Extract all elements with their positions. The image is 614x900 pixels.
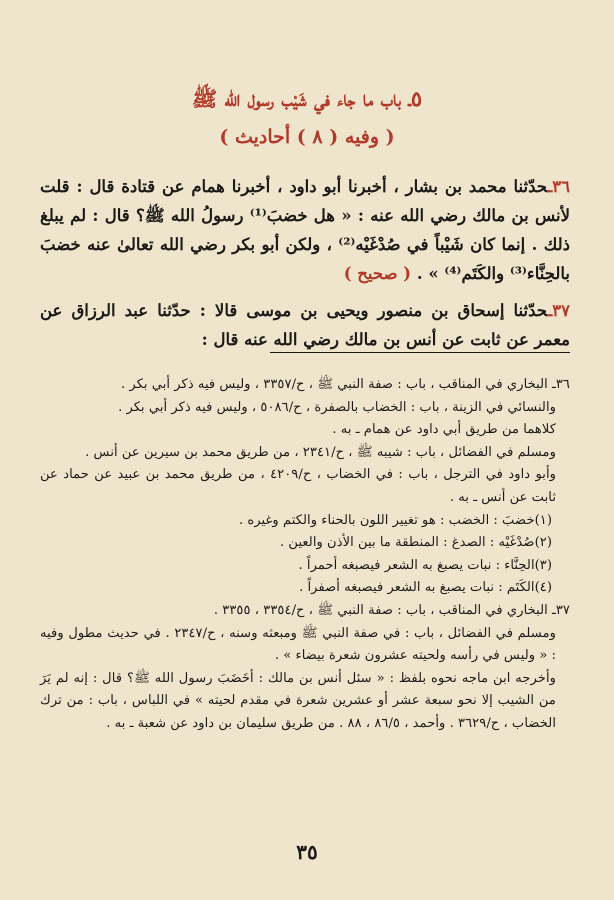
page-number: ٣٥ <box>296 840 318 864</box>
hadith-number: ٣٦ـ <box>547 177 570 196</box>
hadith-body <box>40 172 570 362</box>
hadith-number: ٣٧ـ <box>547 301 570 320</box>
footnote-line: ومسلم في الفضائل ، باب : شيبه ﷺ ، ح/٢٣٤١ ، من طريق محمد بن سيرين عن أنس . <box>85 444 556 460</box>
footnote-divider <box>270 352 570 353</box>
hadith-text: حدّثنا محمد بن بشار ، أخبرنا أبو داود ، أخبرنا همام عن قتادة قال : قلت لأنس بن مالك رضي الله عنه : « هل خضبَ⁽¹⁾ رسولُ الله ﷺ؟ قال : لم يبلغ ذلك . إنما كان شَيْباً في صُدْغَيْه⁽²⁾ ، ولكن أبو بكر رضي الله تعالىٰ عنه خضبَ بالحِنَّاء⁽³⁾ والكَتَم⁽⁴⁾ » . <box>40 177 570 283</box>
hadith-grade: ( صحيح ) <box>343 264 412 283</box>
footnote-line: كلاهما من طريق أبي داود عن همام ـ به . <box>332 422 556 438</box>
footnotes <box>40 374 570 736</box>
glossary-line: (١)خضبَ : الخضب : هو تغيير اللون بالحناء والكتم وغيره . <box>238 512 552 528</box>
glossary-line: (٤)الكَتَم : نبات يصبغ به الشعر فيصبغه أصفراً . <box>299 580 552 596</box>
chapter-title: ٥ـ باب ما جاء في شَيْب رسول الله ﷺ <box>191 86 423 111</box>
footnote-line: ومسلم في الفضائل ، باب : في صفة النبي ﷺ ومبعثه وسنه ، ح/٢٣٤٧ . في حديث مطول وفيه : « وليس في رأسه ولحيته عشرون شعرة بيضاء » . <box>40 625 556 664</box>
glossary-line: (٢)صُدْغَيْه : الصدغ : المنطقة ما بين الأذن والعين . <box>280 535 552 551</box>
glossary-line: (٣)الحِنَّاء : نبات يصبغ به الشعر فيصبغه أحمراً . <box>298 557 552 573</box>
footnote-line: والنسائي في الزينة ، باب : الخضاب بالصفرة ، ح/٥٠٨٦ ، وليس فيه ذكر أبي بكر . <box>118 399 556 415</box>
hadith-36 <box>40 172 570 288</box>
chapter-subtitle: ( وفيه ( ٨ ) أحاديث ) <box>219 126 395 148</box>
footnote-line: ٣٦ـ البخاري في المناقب ، باب : صفة النبي ﷺ ، ح/٣٣٥٧ ، وليس فيه ذكر أبي بكر . <box>120 377 570 392</box>
footnote-line: ٣٧ـ البخاري في المناقب ، باب : صفة النبي ﷺ ، ح/٣٣٥٤ ، ٣٣٥٥ . <box>213 602 570 618</box>
footnote-line: وأبو داود في الترجل ، باب : في الخضاب ، ح/٤٢٠٩ ، من طريق محمد بن عبيد عن حماد عن ثابت عن أنس ـ به . <box>40 467 556 505</box>
footnote-line: وأخرجه ابن ماجه نحوه بلفظ : « سئل أنس بن مالك : أخَضَبَ رسول الله ﷺ؟ قال : إنه لم يَرَ من الشيب إلا نحو سبعة عشر أو عشرين شعرة في مقدم لحيته » في اللباس ، باب : من ترك الخضاب ، ح/٣٦٢٩ . وأحمد ، ٨٦/٥ ، ٨٨ . من طريق سليمان بن داود عن شعبة ـ به . <box>40 670 556 731</box>
hadith-37 <box>40 296 570 354</box>
hadith-text: حدّثنا إسحاق بن منصور ويحيى بن موسى قالا : حدّثنا عبد الرزاق عن معمر عن ثابت عن أنس بن مالك رضي الله عنه قال : <box>40 301 570 349</box>
